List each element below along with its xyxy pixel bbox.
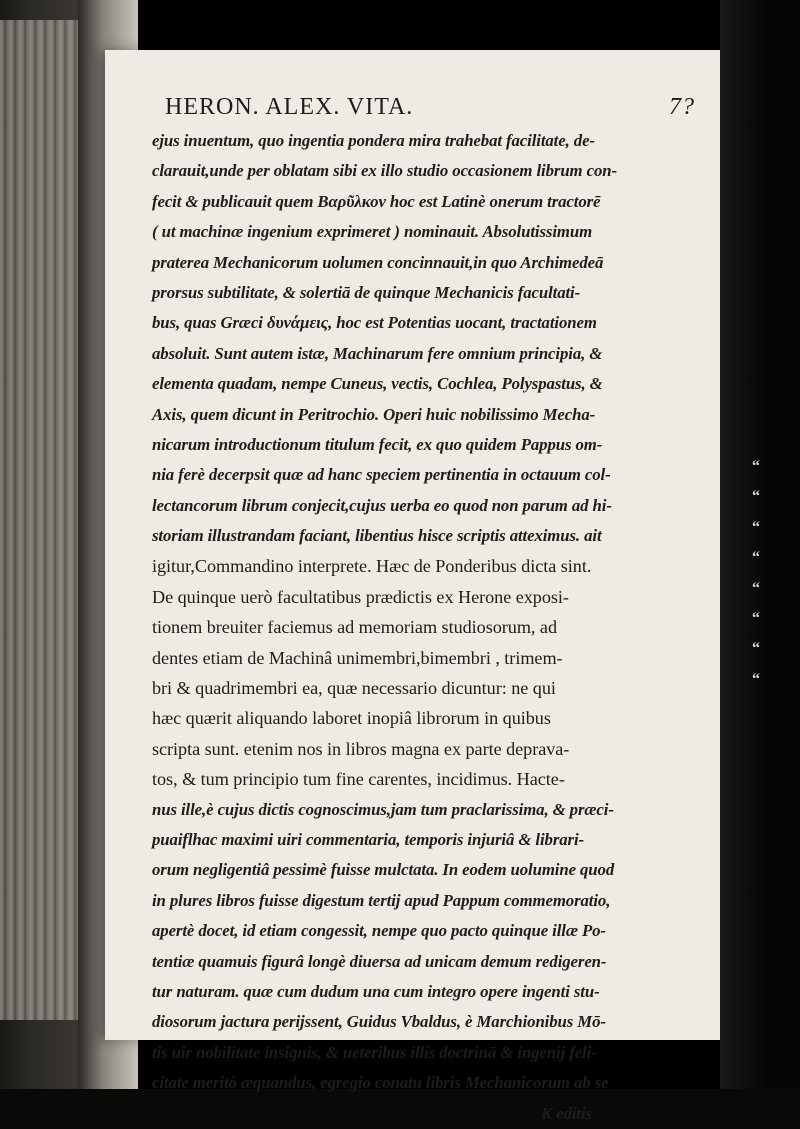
text-line: praterea Mechanicorum uolumen concinnauit,in quo Archimedeā bbox=[152, 252, 604, 272]
text-line: ( ut machinæ ingenium exprimeret ) nominauit. Absolutissimum bbox=[152, 222, 593, 242]
text-line: apertè docet, id etiam congessit, nempe quo pacto quinque illæ Po- bbox=[152, 921, 606, 941]
body-text bbox=[152, 126, 712, 1129]
text-line: puaiflhac maximi uiri commentaria, temporis injuriâ & librari- bbox=[152, 829, 585, 849]
text-line: storiam illustrandam faciant, libentius hisce scriptis atteximus. ait bbox=[152, 526, 602, 546]
quotation-mark: “ bbox=[752, 488, 760, 506]
text-line: tos, & tum principio tum fine carentes, incidimus. Hacte- bbox=[152, 769, 565, 790]
text-line: nia ferè decerpsit quæ ad hanc speciem pertinentia in octauum col- bbox=[152, 465, 611, 485]
text-line: nicarum introductionum titulum fecit, ex quo quidem Pappus om- bbox=[152, 434, 603, 454]
quotation-mark: “ bbox=[752, 458, 760, 475]
text-line: citate meritò æquandus, egregio conatu libris Mechanicorum ab se bbox=[152, 1073, 609, 1093]
text-line: Axis, quem dicunt in Peritrochio. Operi huic nobilissimo Mecha- bbox=[152, 404, 596, 424]
text-line: scripta sunt. etenim nos in libros magna ex parte deprava- bbox=[152, 738, 570, 759]
page-number: 7? bbox=[669, 94, 695, 120]
text-line: elementa quadam, nempe Cuneus, vectis, Cochlea, Polyspastus, & bbox=[152, 374, 603, 394]
text-line: K editis bbox=[541, 1103, 592, 1123]
quotation-mark: “ bbox=[752, 549, 760, 567]
text-line: fecit & publicauit quem Βαρῦλκον hoc est Latinè onerum tractorē bbox=[152, 191, 601, 211]
quotation-mark: “ bbox=[752, 640, 760, 658]
text-line: prorsus subtilitate, & solertiā de quinque Mechanicis facultati- bbox=[152, 282, 581, 302]
text-line: De quinque uerò facultatibus prædictis ex Herone exposi- bbox=[152, 586, 569, 607]
text-line: clarauit,unde per oblatam sibi ex illo studio occasionem librum con- bbox=[152, 161, 617, 181]
running-header bbox=[165, 94, 705, 126]
text-line: igitur,Commandino interprete. Hæc de Ponderibus dicta sint. bbox=[152, 556, 592, 577]
text-line: in plures libros fuisse digestum tertij apud Pappum commemoratio, bbox=[152, 890, 611, 910]
text-line: bri & quadrimembri ea, quæ necessario dicuntur: ne qui bbox=[152, 678, 556, 699]
quotation-mark: “ bbox=[752, 579, 760, 597]
quotation-mark: “ bbox=[752, 609, 760, 627]
text-line: orum negligentiâ pessimè fuisse mulctata. In eodem uolumine quod bbox=[152, 860, 615, 880]
book-page-edges bbox=[0, 20, 80, 1020]
text-line: hæc quærit aliquando laboret inopiâ librorum in quibus bbox=[152, 708, 551, 729]
running-title: HERON. ALEX. VITA. bbox=[165, 94, 414, 120]
quotation-mark: “ bbox=[752, 670, 760, 688]
text-line: tur naturam. quæ cum dudum una cum integro opere ingenti stu- bbox=[152, 981, 600, 1001]
text-line: bus, quas Græci δυνάμεις, hoc est Potentias uocant, tractationem bbox=[152, 313, 597, 333]
text-line: dentes etiam de Machinâ unimembri,bimembri , trimem- bbox=[152, 647, 563, 668]
text-line: tionem breuiter faciemus ad memoriam studiosorum, ad bbox=[152, 617, 557, 638]
quotation-mark: “ bbox=[752, 518, 760, 536]
text-line: lectancorum librum conjecit,cujus uerba eo quod non parum ad hi- bbox=[152, 495, 612, 515]
text-line: tis uir nobilitate insignis, & ueteribus illis doctrinā & ingenij feli- bbox=[152, 1042, 597, 1062]
text-line: ejus inuentum, quo ingentia pondera mira trahebat facilitate, de- bbox=[152, 131, 595, 150]
quotation-marks-column bbox=[752, 452, 782, 695]
text-line: tentiæ quamuis figurâ longè diuersa ad unicam demum redigeren- bbox=[152, 951, 607, 971]
text-line: absoluit. Sunt autem istæ, Machinarum fere omnium principia, & bbox=[152, 343, 603, 363]
text-line: nus ille,è cujus dictis cognoscimus,jam tum praclarissima, & præci- bbox=[152, 799, 614, 819]
text-line: diosorum jactura perijssent, Guidus Vbaldus, è Marchionibus Mō- bbox=[152, 1012, 606, 1032]
